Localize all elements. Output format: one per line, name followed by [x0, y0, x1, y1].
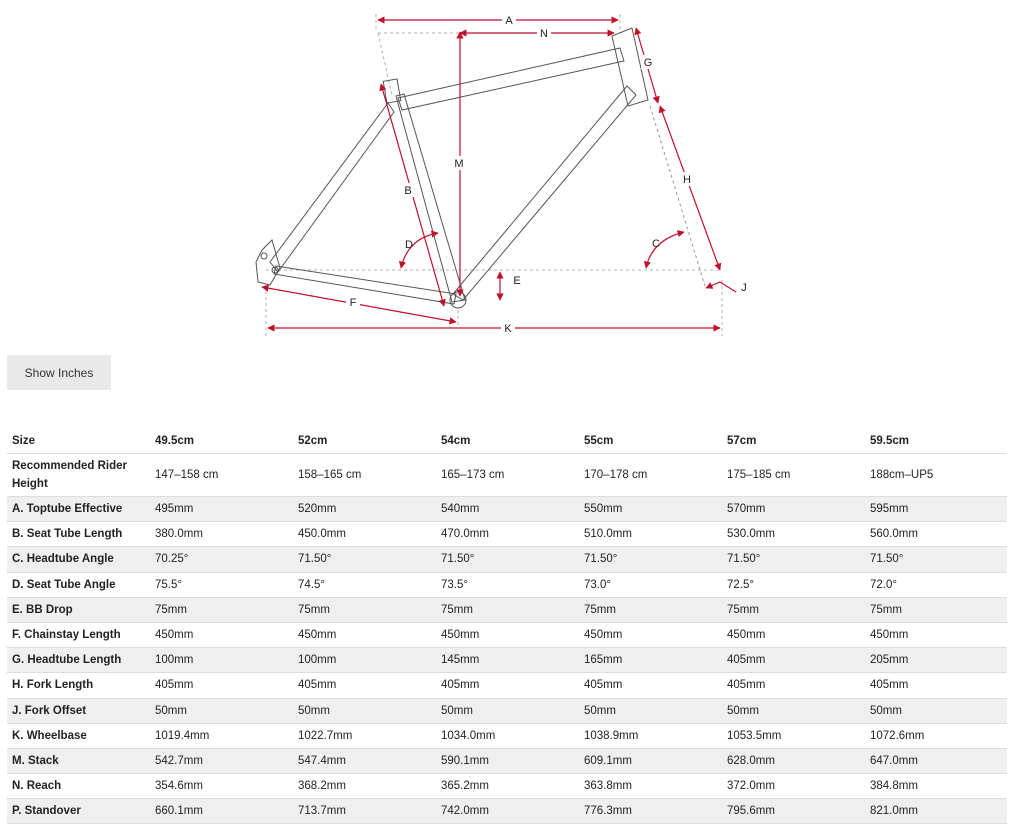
table-row [7, 748, 1007, 773]
table-cell: 405mm [865, 673, 1007, 698]
table-row [7, 673, 1007, 698]
row-label: A. Toptube Effective [7, 497, 150, 522]
table-row [7, 522, 1007, 547]
table-cell: 147–158 cm [150, 454, 293, 497]
table-cell: 75.5° [150, 572, 293, 597]
table-cell: 590.1mm [436, 748, 579, 773]
table-cell: 742.0mm [436, 799, 579, 824]
table-cell: 74.5° [293, 572, 436, 597]
table-cell: 405mm [293, 673, 436, 698]
table-cell: 73.0° [579, 572, 722, 597]
table-cell: 368.2mm [293, 774, 436, 799]
table-cell: 175–185 cm [722, 454, 865, 497]
table-cell: 550mm [579, 497, 722, 522]
table-cell: 495mm [150, 497, 293, 522]
table-cell: 50mm [150, 698, 293, 723]
table-cell: 1038.9mm [579, 723, 722, 748]
table-row [7, 774, 1007, 799]
header-size: Size [7, 429, 150, 454]
header-size-57: 57cm [722, 429, 865, 454]
table-cell: 380.0mm [150, 522, 293, 547]
table-cell: 71.50° [722, 547, 865, 572]
table-cell: 71.50° [865, 547, 1007, 572]
table-row [7, 723, 1007, 748]
label-j: J [741, 282, 747, 294]
table-cell: 570mm [722, 497, 865, 522]
table-cell: 372.0mm [722, 774, 865, 799]
table-row [7, 622, 1007, 647]
label-k: K [504, 323, 512, 335]
table-cell: 628.0mm [722, 748, 865, 773]
table-cell: 1019.4mm [150, 723, 293, 748]
table-cell: 75mm [722, 597, 865, 622]
header-size-52: 52cm [293, 429, 436, 454]
label-h: H [683, 174, 691, 186]
show-inches-button[interactable]: Show Inches [7, 355, 111, 390]
header-size-55: 55cm [579, 429, 722, 454]
label-a: A [505, 15, 513, 27]
table-cell: 595mm [865, 497, 1007, 522]
table-cell: 547.4mm [293, 748, 436, 773]
row-label: D. Seat Tube Angle [7, 572, 150, 597]
table-cell: 470.0mm [436, 522, 579, 547]
table-row [7, 547, 1007, 572]
table-cell: 540mm [436, 497, 579, 522]
row-label: K. Wheelbase [7, 723, 150, 748]
row-label: H. Fork Length [7, 673, 150, 698]
table-cell: 795.6mm [722, 799, 865, 824]
frame-geometry-diagram [0, 0, 1015, 345]
table-cell: 660.1mm [150, 799, 293, 824]
label-f: F [349, 297, 357, 309]
table-cell: 70.25° [150, 547, 293, 572]
table-cell: 450mm [722, 622, 865, 647]
table-cell: 71.50° [579, 547, 722, 572]
table-cell: 1034.0mm [436, 723, 579, 748]
table-cell: 776.3mm [579, 799, 722, 824]
row-label: C. Headtube Angle [7, 547, 150, 572]
header-size-54: 54cm [436, 429, 579, 454]
table-cell: 405mm [722, 648, 865, 673]
label-n: N [540, 28, 548, 40]
row-label: M. Stack [7, 748, 150, 773]
table-cell: 71.50° [436, 547, 579, 572]
table-cell: 450mm [436, 622, 579, 647]
label-c: C [652, 238, 660, 250]
table-cell: 560.0mm [865, 522, 1007, 547]
table-cell: 50mm [436, 698, 579, 723]
bike-frame [256, 28, 705, 308]
table-cell: 50mm [865, 698, 1007, 723]
dimension-lines [262, 20, 736, 328]
table-header-row [7, 429, 1007, 454]
geometry-svg [0, 0, 1015, 345]
row-label: G. Headtube Length [7, 648, 150, 673]
table-cell: 1072.6mm [865, 723, 1007, 748]
table-cell: 75mm [293, 597, 436, 622]
table-cell: 75mm [150, 597, 293, 622]
table-cell: 188cm–UP5 [865, 454, 1007, 497]
dim-h [660, 106, 720, 270]
row-label: J. Fork Offset [7, 698, 150, 723]
table-cell: 165–173 cm [436, 454, 579, 497]
table-cell: 170–178 cm [579, 454, 722, 497]
table-cell: 530.0mm [722, 522, 865, 547]
table-cell: 1053.5mm [722, 723, 865, 748]
table-cell: 405mm [150, 673, 293, 698]
table-cell: 72.0° [865, 572, 1007, 597]
row-label: F. Chainstay Length [7, 622, 150, 647]
table-cell: 100mm [293, 648, 436, 673]
table-row [7, 799, 1007, 824]
table-cell: 73.5° [436, 572, 579, 597]
row-label: N. Reach [7, 774, 150, 799]
table-cell: 158–165 cm [293, 454, 436, 497]
label-m: M [454, 158, 464, 170]
table-cell: 50mm [293, 698, 436, 723]
table-row [7, 572, 1007, 597]
label-b: B [404, 185, 412, 197]
row-label: Recommended Rider Height [7, 454, 150, 497]
label-d: D [405, 239, 413, 251]
table-cell: 205mm [865, 648, 1007, 673]
table-cell: 75mm [865, 597, 1007, 622]
table-cell: 450mm [150, 622, 293, 647]
row-label: E. BB Drop [7, 597, 150, 622]
table-cell: 405mm [436, 673, 579, 698]
table-row [7, 648, 1007, 673]
geometry-table [7, 429, 1007, 824]
table-cell: 405mm [579, 673, 722, 698]
table-cell: 145mm [436, 648, 579, 673]
table-cell: 100mm [150, 648, 293, 673]
table-cell: 510.0mm [579, 522, 722, 547]
table-cell: 363.8mm [579, 774, 722, 799]
table-cell: 647.0mm [865, 748, 1007, 773]
table-cell: 165mm [579, 648, 722, 673]
table-row [7, 698, 1007, 723]
table-cell: 609.1mm [579, 748, 722, 773]
table-cell: 71.50° [293, 547, 436, 572]
row-label: B. Seat Tube Length [7, 522, 150, 547]
row-label: P. Standover [7, 799, 150, 824]
table-cell: 450.0mm [293, 522, 436, 547]
table-cell: 50mm [722, 698, 865, 723]
table-cell: 713.7mm [293, 799, 436, 824]
table-cell: 450mm [293, 622, 436, 647]
table-cell: 354.6mm [150, 774, 293, 799]
table-cell: 50mm [579, 698, 722, 723]
table-row [7, 454, 1007, 497]
table-cell: 821.0mm [865, 799, 1007, 824]
header-size-49-5: 49.5cm [150, 429, 293, 454]
table-cell: 542.7mm [150, 748, 293, 773]
table-cell: 384.8mm [865, 774, 1007, 799]
table-cell: 72.5° [722, 572, 865, 597]
label-g: G [643, 57, 653, 69]
table-cell: 1022.7mm [293, 723, 436, 748]
table-cell: 450mm [579, 622, 722, 647]
dim-j [706, 282, 736, 292]
table-cell: 75mm [436, 597, 579, 622]
table-cell: 520mm [293, 497, 436, 522]
header-size-59-5: 59.5cm [865, 429, 1007, 454]
label-e: E [513, 275, 521, 287]
table-cell: 75mm [579, 597, 722, 622]
table-body [7, 454, 1007, 824]
table-cell: 405mm [722, 673, 865, 698]
table-row [7, 497, 1007, 522]
table-cell: 365.2mm [436, 774, 579, 799]
table-row [7, 597, 1007, 622]
table-cell: 450mm [865, 622, 1007, 647]
